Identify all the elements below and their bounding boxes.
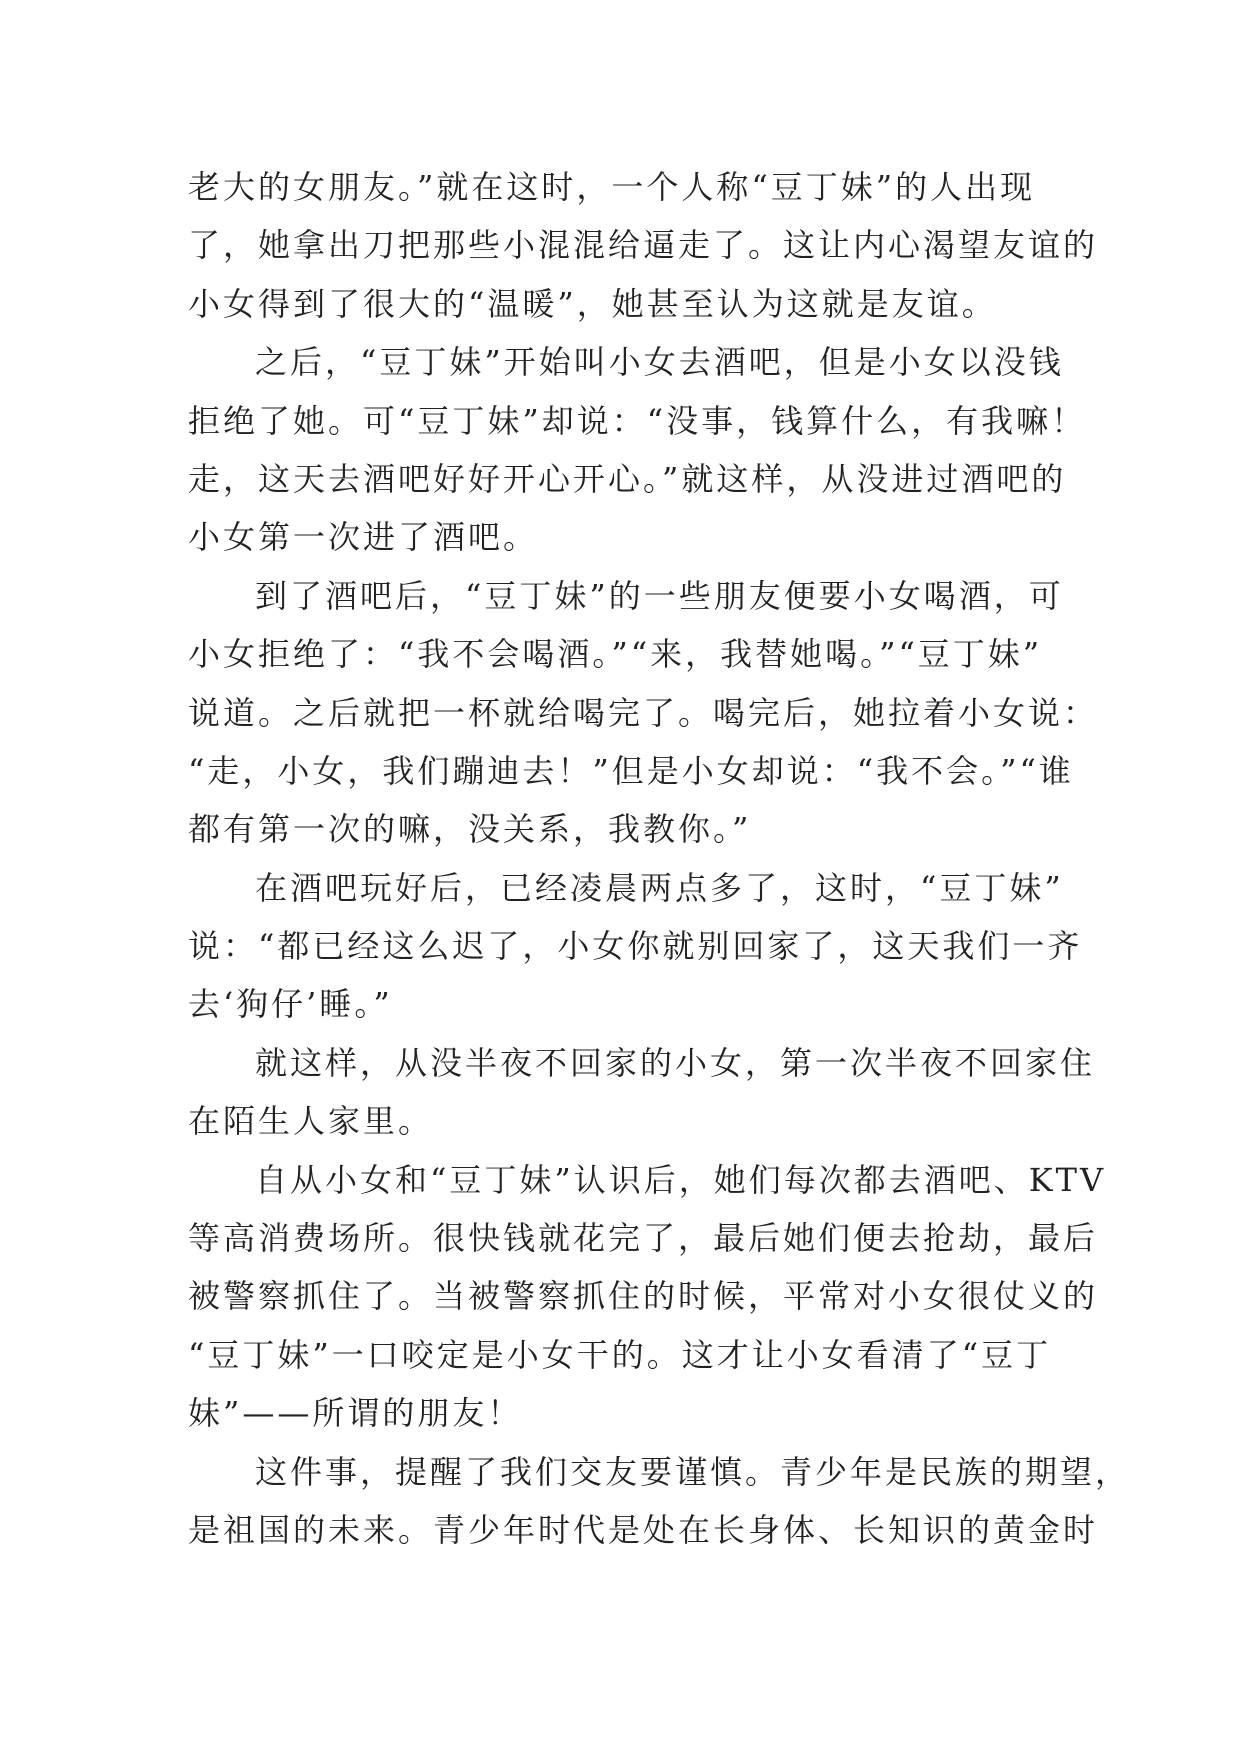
text-line: 是祖国的未来。青少年时代是处在长身体、长知识的黄金时 [188,1510,1099,1549]
text-line: 都有第一次的嘛，没关系，我教你。” [188,810,752,849]
text-line: 小女拒绝了：“我不会喝酒。”“来，我替她喝。”“豆丁妹” [188,635,1043,674]
text-line: 走，这天去酒吧好好开心开心。”就这样，从没进过酒吧的 [188,459,1067,498]
text-line: 等高消费场所。很快钱就花完了，最后她们便去抢劫，最后 [188,1219,1099,1258]
text-line: 去‘狗仔’睡。” [188,985,393,1024]
text-line: 妹”——所谓的朋友！ [188,1394,523,1433]
text-line: 说：“都已经这么迟了，小女你就别回家了，这天我们一齐 [188,927,1083,966]
text-line: 小女第一次进了酒吧。 [188,518,539,557]
text-line: “豆丁妹”一口咬定是小女干的。这才让小女看清了“豆丁 [188,1335,1052,1374]
text-line: 在陌生人家里。 [188,1102,434,1141]
paragraph-start-line: 在酒吧玩好后，已经凌晨两点多了，这时，“豆丁妹” [255,868,1064,907]
paragraph-start-line: 之后，“豆丁妹”开始叫小女去酒吧，但是小女以没钱 [255,343,1064,382]
paragraph-start-line: 这件事，提醒了我们交友要谨慎。青少年是民族的期望， [255,1452,1131,1491]
text-line: 被警察抓住了。当被警察抓住的时候，平常对小女很仗义的 [188,1277,1099,1316]
text-line: 老大的女朋友。”就在这时，一个人称“豆丁妹”的人出现 [188,168,1036,206]
body-text [188,158,1131,1559]
text-line: 小女得到了很大的“温暖”，她甚至认为这就是友谊。 [188,284,997,323]
text-line: 说道。之后就把一杯就给喝完了。喝完后，她拉着小女说： [188,693,1099,732]
text-line: 了，她拿出刀把那些小混混给逼走了。这让内心渴望友谊的 [188,226,1099,265]
text-line: “走，小女，我们蹦迪去！”但是小女却说：“我不会。”“谁 [188,751,1074,790]
paragraph-start-line: 到了酒吧后，“豆丁妹”的一些朋友便要小女喝酒，可 [255,576,1064,615]
paragraph-start-line: 就这样，从没半夜不回家的小女，第一次半夜不回家住 [255,1043,1096,1082]
text-line: 拒绝了她。可“豆丁妹”却说：“没事，钱算什么，有我嘛！ [188,401,1087,440]
paragraph-start-line: 自从小女和“豆丁妹”认识后，她们每次都去酒吧、KTV [255,1160,1107,1199]
